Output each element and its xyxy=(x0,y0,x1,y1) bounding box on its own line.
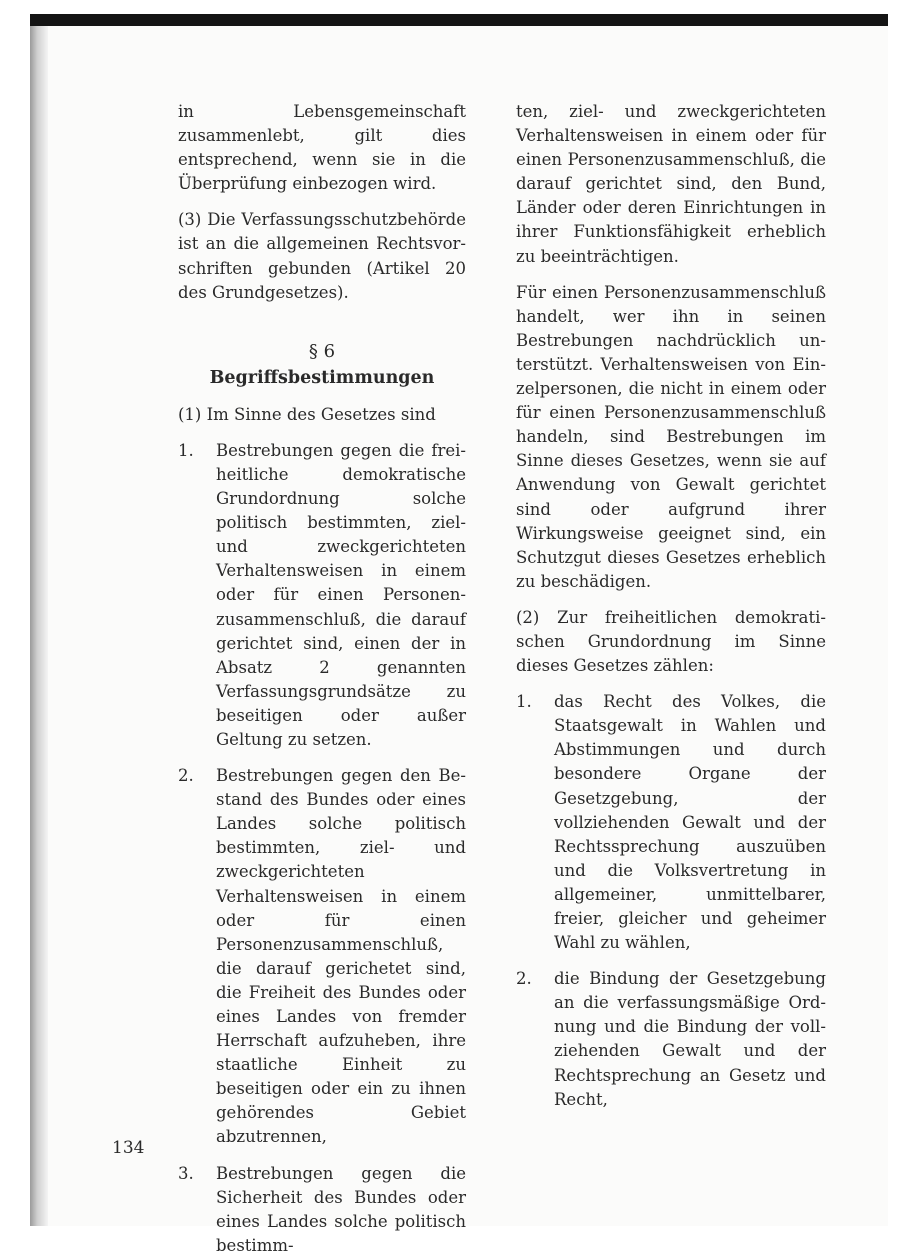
section-heading xyxy=(178,339,466,391)
list-number: 3. xyxy=(178,1163,194,1183)
section-symbol: § 6 xyxy=(308,340,336,362)
list-item xyxy=(516,967,826,1112)
list-item xyxy=(178,764,466,1150)
list-number: 2. xyxy=(178,766,194,786)
list-item xyxy=(178,1162,466,1258)
list-text: das Recht des Volkes, die Staatsgewalt in Wahlen und Abstimmungen und durch besondere Organe der Gesetzgebung, der vollziehenden Gewalt und der Rechtssprechung auszuüben und die Volksvertretung in allgemeiner, unmittelbarer, freier, gleicher und geheimer Wahl zu wählen, xyxy=(554,692,826,953)
list-item xyxy=(178,439,466,752)
list-number: 1. xyxy=(178,440,194,460)
scan-top-edge xyxy=(30,14,888,26)
right-column xyxy=(516,100,826,1112)
list-text: Bestrebungen gegen die Sicherheit des Bundes oder eines Landes solche politisch bestimm- xyxy=(216,1163,466,1255)
paragraph-continuation: in Lebensgemeinschaft zusammenlebt, gilt dies entsprechend, wenn sie in die Überprüfung einbezogen wird. xyxy=(178,102,466,194)
paragraph-1: (1) Im Sinne des Gesetzes sind xyxy=(178,404,436,424)
list-number: 1. xyxy=(516,692,532,712)
paragraph-3: (3) Die Verfassungsschutzbehörde ist an die allgemeinen Rechtsvorschriften gebunden (Artikel 20 des Grundgesetzes). xyxy=(178,210,466,302)
list-text: Bestrebungen gegen die freiheitliche demokratische Grundordnung solche politisch bestimmten, ziel- und zweckgerichteten Verhaltensweisen in einem oder für einen Personenzusammenschluß, die darauf gerichtet sind, einen der in Absatz 2 genannten Verfassungsgrundsätze zu beseitigen oder außer Geltung zu setzen. xyxy=(216,440,466,749)
paragraph: Für einen Personenzusammenschluß handelt, wer ihn in seinen Bestrebungen nachdrücklich unterstützt. Verhaltensweisen von Einzelpersonen, die nicht in einem oder für einen Personenzusammenschluß handeln, sind Bestrebungen im Sinne dieses Gesetzes, wenn sie auf Anwendung von Gewalt gerichtet sind oder aufgrund ihrer Wirkungsweise geeignet sind, ein Schutzgut dieses Gesetzes erheblich zu beschädigen. xyxy=(516,282,826,591)
list-text: die Bindung der Gesetzgebung an die verfassungsmäßige Ordnung und die Bindung der vollziehenden Gewalt und der Rechtsprechung an Gesetz und Recht, xyxy=(554,969,826,1109)
paragraph-2: (2) Zur freiheitlichen demokratischen Grundordnung im Sinne dieses Gesetzes zählen: xyxy=(516,607,826,676)
paragraph-continuation: ten, ziel- und zweckgerichteten Verhaltensweisen in einem oder für einen Personenzusammenschluß, die darauf gerichtet sind, den Bund, Länder oder deren Einrichtungen in ihrer Funktionsfähigkeit erheblich zu beeinträchtigen. xyxy=(516,102,826,266)
page-number: 134 xyxy=(112,1138,145,1158)
list-number: 2. xyxy=(516,969,532,989)
list-text: Bestrebungen gegen den Bestand des Bundes oder eines Landes solche politisch bestimmten, ziel- und zweckgerichteten Verhaltensweisen in einem oder für einen Personenzusammenschluß, die darauf gerichetet sind, die Freiheit des Bundes oder eines Landes von fremder Herrschaft aufzuheben, ihre staatliche Einheit zu beseitigen oder ein zu ihnen gehörendes Gebiet abzutrennen, xyxy=(216,766,466,1147)
section-title: Begriffsbestimmungen xyxy=(209,367,435,388)
scan-binding-shadow xyxy=(30,26,48,1226)
left-column xyxy=(178,100,466,1258)
list-item xyxy=(516,690,826,955)
